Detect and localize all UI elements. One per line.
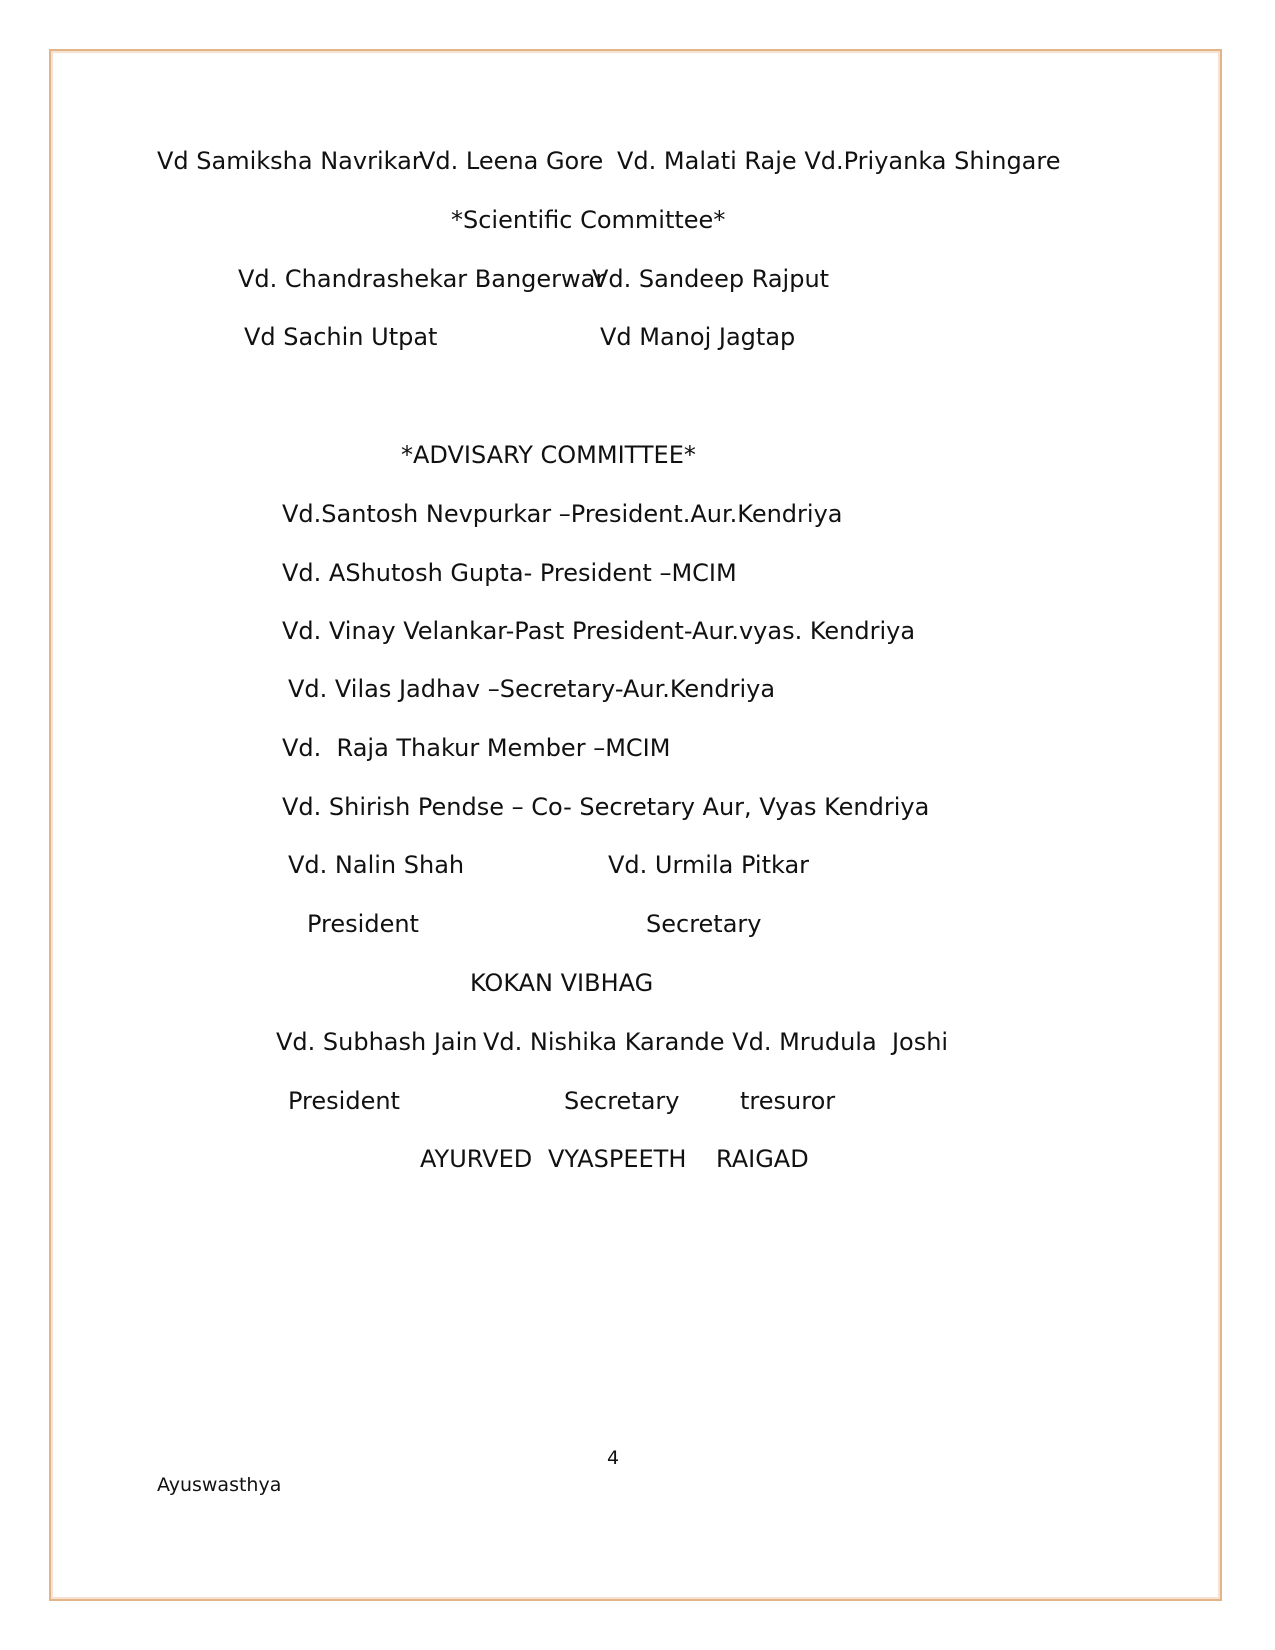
advisory-committee-heading: *ADVISARY COMMITTEE* [401, 441, 696, 469]
kokan-role-secretary: Secretary [564, 1087, 680, 1115]
org-word-ayurved: AYURVED [420, 1145, 533, 1173]
advisory-member: Vd. AShutosh Gupta- President –MCIM [282, 559, 737, 587]
page-number: 4 [607, 1447, 620, 1469]
scientific-member-sandeep: Vd. Sandeep Rajput [592, 265, 830, 293]
kokan-role-president: President [288, 1087, 400, 1115]
advisory-member: Vd. Raja Thakur Member –MCIM [282, 734, 671, 762]
scientific-member-manoj: Vd Manoj Jagtap [600, 323, 796, 351]
advisory-member: Vd. Vilas Jadhav –Secretary-Aur.Kendriya [288, 675, 776, 703]
org-word-vyaspeeth: VYASPEETH [548, 1145, 687, 1173]
footer-title: Ayuswasthya [157, 1474, 282, 1496]
member-samiksha-navrikar: Vd Samiksha Navrikar [157, 147, 422, 175]
kokan-member-nishika-mrudula: Vd. Nishika Karande Vd. Mrudula Joshi [483, 1028, 949, 1056]
advisory-member: Vd.Santosh Nevpurkar –President.Aur.Kendriya [282, 500, 843, 528]
member-leena-gore: Vd. Leena Gore [419, 147, 604, 175]
scientific-committee-heading: *Scientific Committee* [451, 206, 726, 234]
advisory-member: Vd. Shirish Pendse – Co- Secretary Aur, Vyas Kendriya [282, 793, 930, 821]
scientific-member-chandrashekar: Vd. Chandrashekar Bangerwar [238, 265, 606, 293]
kokan-member-subhash-jain: Vd. Subhash Jain [276, 1028, 478, 1056]
kokan-role-treasurer: tresuror [740, 1087, 836, 1115]
advisory-member: Vd. Vinay Velankar-Past President-Aur.vyas. Kendriya [282, 617, 916, 645]
scientific-member-sachin: Vd Sachin Utpat [244, 323, 438, 351]
role-president: President [307, 910, 419, 938]
office-bearer-nalin-shah: Vd. Nalin Shah [288, 851, 465, 879]
office-bearer-urmila-pitkar: Vd. Urmila Pitkar [608, 851, 810, 879]
org-word-raigad: RAIGAD [716, 1145, 809, 1173]
role-secretary: Secretary [646, 910, 762, 938]
kokan-vibhag-heading: KOKAN VIBHAG [470, 969, 654, 997]
member-malati-raje-priyanka-shingare: Vd. Malati Raje Vd.Priyanka Shingare [617, 147, 1061, 175]
